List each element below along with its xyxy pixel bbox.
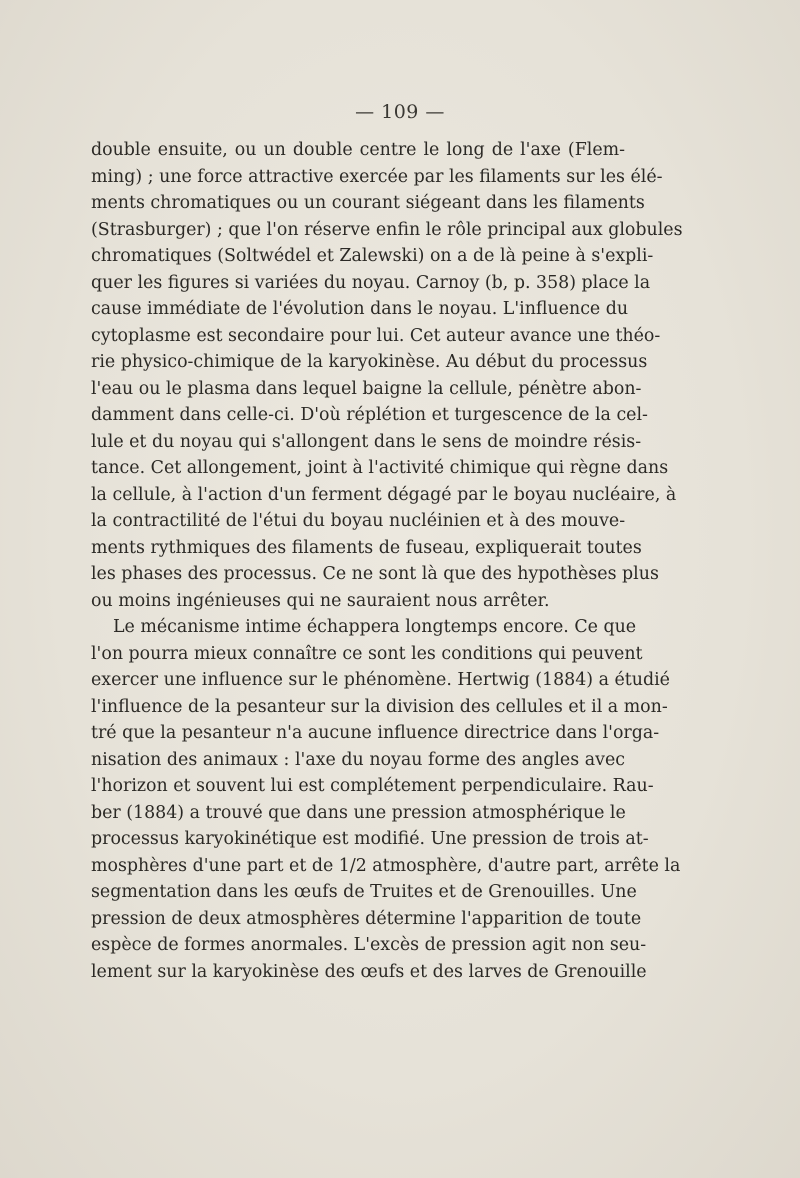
text-line: pression de deux atmosphères détermine l'apparition de toute bbox=[91, 908, 642, 929]
text-line: exercer une influence sur le phénomène. Hertwig (1884) a étudié bbox=[91, 670, 670, 690]
text-line: rie physico-chimique de la karyokinèse. Au début du processus bbox=[91, 352, 648, 372]
body-text bbox=[91, 137, 683, 985]
text-line: lement sur la karyokinèse des œufs et des larves de Grenouille bbox=[91, 961, 647, 982]
text-line: ments rythmiques des filaments de fuseau, expliquerait toutes bbox=[91, 537, 642, 558]
text-line: ments chromatiques ou un courant siégeant dans les filaments bbox=[91, 193, 645, 213]
text-line: la contractilité de l'étui du boyau nucléinien et à des mouve- bbox=[91, 511, 626, 531]
text-line: ou moins ingénieuses qui ne sauraient nous arrêter. bbox=[91, 590, 550, 611]
text-line: espèce de formes anormales. L'excès de pression agit non seu- bbox=[91, 935, 647, 955]
text-line: segmentation dans les œufs de Truites et de Grenouilles. Une bbox=[91, 882, 637, 902]
page-number: — 109 — bbox=[355, 101, 445, 123]
text-line: l'on pourra mieux connaître ce sont les conditions qui peuvent bbox=[91, 643, 643, 664]
text-line: quer les figures si variées du noyau. Carnoy (b, p. 358) place la bbox=[91, 272, 651, 293]
text-line: ming) ; une force attractive exercée par les filaments sur les élé- bbox=[91, 166, 663, 187]
text-line: double ensuite, ou un double centre le long de l'axe (Flem- bbox=[91, 140, 625, 160]
text-line: nisation des animaux : l'axe du noyau forme des angles avec bbox=[91, 749, 625, 770]
text-line: Le mécanisme intime échappera longtemps encore. Ce que bbox=[113, 617, 637, 637]
text-line: l'influence de la pesanteur sur la division des cellules et il a mon- bbox=[91, 696, 668, 717]
text-line: damment dans celle-ci. D'où réplétion et turgescence de la cel- bbox=[91, 405, 648, 425]
text-line: cytoplasme est secondaire pour lui. Cet auteur avance une théo- bbox=[91, 325, 661, 346]
text-line: la cellule, à l'action d'un ferment dégagé par le boyau nucléaire, à bbox=[91, 484, 677, 505]
text-line: tance. Cet allongement, joint à l'activité chimique qui règne dans bbox=[91, 458, 669, 478]
text-line: processus karyokinétique est modifié. Une pression de trois at- bbox=[91, 829, 649, 849]
text-line: l'eau ou le plasma dans lequel baigne la cellule, pénètre abon- bbox=[91, 378, 642, 399]
text-line: ber (1884) a trouvé que dans une pression atmosphérique le bbox=[91, 802, 626, 823]
text-line: (Strasburger) ; que l'on réserve enfin le rôle principal aux globules bbox=[91, 219, 683, 240]
text-line: cause immédiate de l'évolution dans le noyau. L'influence du bbox=[91, 299, 629, 319]
text-line: chromatiques (Soltwédel et Zalewski) on a de là peine à s'expli- bbox=[91, 246, 654, 266]
text-line: lule et du noyau qui s'allongent dans le sens de moindre résis- bbox=[91, 431, 642, 452]
text-line: tré que la pesanteur n'a aucune influence directrice dans l'orga- bbox=[91, 723, 660, 743]
text-line: mosphères d'une part et de 1/2 atmosphère, d'autre part, arrête la bbox=[91, 855, 681, 876]
text-line: l'horizon et souvent lui est complétement perpendiculaire. Rau- bbox=[91, 776, 654, 796]
text-line: les phases des processus. Ce ne sont là que des hypothèses plus bbox=[91, 564, 659, 584]
